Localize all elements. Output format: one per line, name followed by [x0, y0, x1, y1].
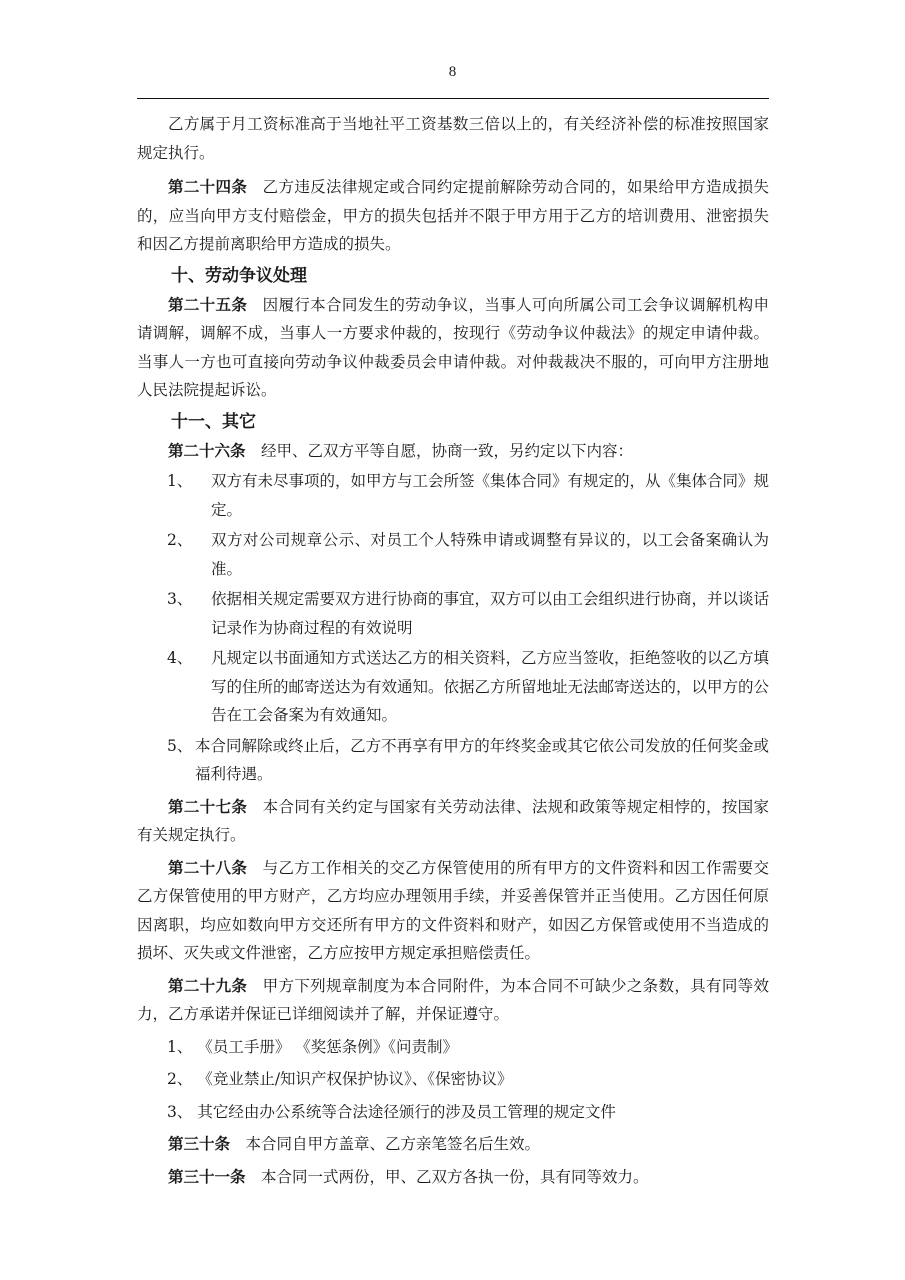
article-number: 第二十六条: [168, 440, 246, 460]
section-heading-10: 十、劳动争议处理: [171, 265, 307, 286]
article-26: [137, 437, 769, 466]
list-item: [137, 1098, 769, 1127]
article-text: 甲方下列规章制度为本合同附件，为本合同不可缺少之条数，具有同等效力，乙方承诺并保证已详细阅读并了解，并保证遵守。: [137, 976, 769, 1023]
article-text: 经甲、乙双方平等自愿，协商一致，另约定以下内容：: [261, 441, 634, 460]
list-marker: 3、: [167, 590, 193, 608]
list-item: [137, 526, 769, 583]
article-text: 因履行本合同发生的劳动争议，当事人可向所属公司工会争议调解机构申请调解，调解不成，当事人一方要求仲裁的，按现行《劳动争议仲裁法》的规定申请仲裁。当事人一方也可直接向劳动争议仲裁委员会申请仲裁。对仲裁裁决不服的，可向甲方注册地人民法院提起诉讼。: [137, 295, 769, 399]
article-text: 乙方违反法律规定或合同约定提前解除劳动合同的，如果给甲方造成损失的，应当向甲方支付赔偿金，甲方的损失包括并不限于甲方用于乙方的培训费用、泄密损失和因乙方提前离职给甲方造成的损失。: [137, 178, 769, 253]
list-marker: 2、: [167, 531, 193, 549]
list-item: [137, 585, 769, 642]
list-marker: 1、: [167, 1037, 193, 1056]
document-body: [137, 110, 769, 1191]
list-item: [137, 732, 769, 789]
article-number: 第二十九条: [168, 975, 248, 995]
list-item-text: 双方对公司规章公示、对员工个人特殊申请或调整有异议的，以工会备案确认为准。: [211, 531, 769, 578]
list-marker: 2、: [167, 1070, 193, 1088]
list-marker: 3、: [167, 1102, 193, 1121]
list-item-text: 其它经由办公系统等合法途径颁行的涉及员工管理的规定文件: [197, 1102, 616, 1121]
list-item-text: 双方有未尽事项的，如甲方与工会所签《集体合同》有规定的，从《集体合同》规定。: [211, 472, 770, 519]
article-25: [137, 291, 769, 405]
article-27: [137, 793, 769, 850]
article-24: [137, 173, 769, 259]
article-30: [137, 1130, 769, 1159]
list-marker: 4、: [167, 649, 193, 667]
article-31: [137, 1163, 769, 1192]
article-number: 第二十七条: [168, 796, 248, 816]
paragraph-continuation: 乙方属于月工资标准高于当地社平工资基数三倍以上的，有关经济补偿的标准按照国家规定执行。: [137, 115, 769, 162]
article-text: 本合同自甲方盖章、乙方亲笔签名后生效。: [245, 1135, 541, 1153]
article-text: 本合同有关约定与国家有关劳动法律、法规和政策等规定相悖的，按国家有关规定执行。: [137, 797, 769, 844]
article-number: 第三十一条: [168, 1166, 246, 1186]
list-item-text: 本合同解除或终止后，乙方不再享有甲方的年终奖金或其它依公司发放的任何奖金或福利待遇。: [195, 736, 769, 783]
article-text: 与乙方工作相关的交乙方保管使用的所有甲方的文件资料和因工作需要交乙方保管使用的甲方财产，乙方均应办理领用手续，并妥善保管并正当使用。乙方因任何原因离职，均应如数向甲方交还所有甲方的文件资料和财产，如因乙方保管或使用不当造成的损坏、灭失或文件泄密，乙方应按甲方规定承担赔偿责任。: [137, 858, 769, 962]
article-number: 第二十四条: [168, 177, 248, 196]
list-item: [137, 644, 769, 730]
header-rule: [137, 98, 769, 99]
article-28: [137, 854, 769, 968]
article-29: [137, 972, 769, 1029]
section-heading-11: 十一、其它: [171, 411, 256, 432]
list-item-text: 凡规定以书面通知方式送达乙方的相关资料，乙方应当签收，拒绝签收的以乙方填写的住所的邮寄送达为有效通知。依据乙方所留地址无法邮寄送达的，以甲方的公告在工会备案为有效通知。: [211, 649, 770, 724]
list-item-text: 《竞业禁止/知识产权保护协议》、《保密协议》: [197, 1070, 513, 1088]
page-number: 8: [448, 64, 457, 80]
list-item-text: 《员工手册》 《奖惩条例》《问责制》: [197, 1037, 458, 1056]
article-number: 第二十五条: [168, 294, 248, 314]
article-number: 第三十条: [168, 1134, 231, 1153]
list-marker: 1、: [167, 472, 193, 490]
list-item-text: 依据相关规定需要双方进行协商的事宜，双方可以由工会组织进行协商，并以谈话记录作为协商过程的有效说明: [211, 590, 770, 637]
list-item: [137, 467, 769, 524]
list-item: [137, 1065, 769, 1094]
article-number: 第二十八条: [168, 857, 248, 877]
article-text: 本合同一式两份，甲、乙双方各执一份，具有同等效力。: [261, 1167, 649, 1186]
list-item: [137, 1033, 769, 1062]
list-marker: 5、: [167, 736, 193, 755]
